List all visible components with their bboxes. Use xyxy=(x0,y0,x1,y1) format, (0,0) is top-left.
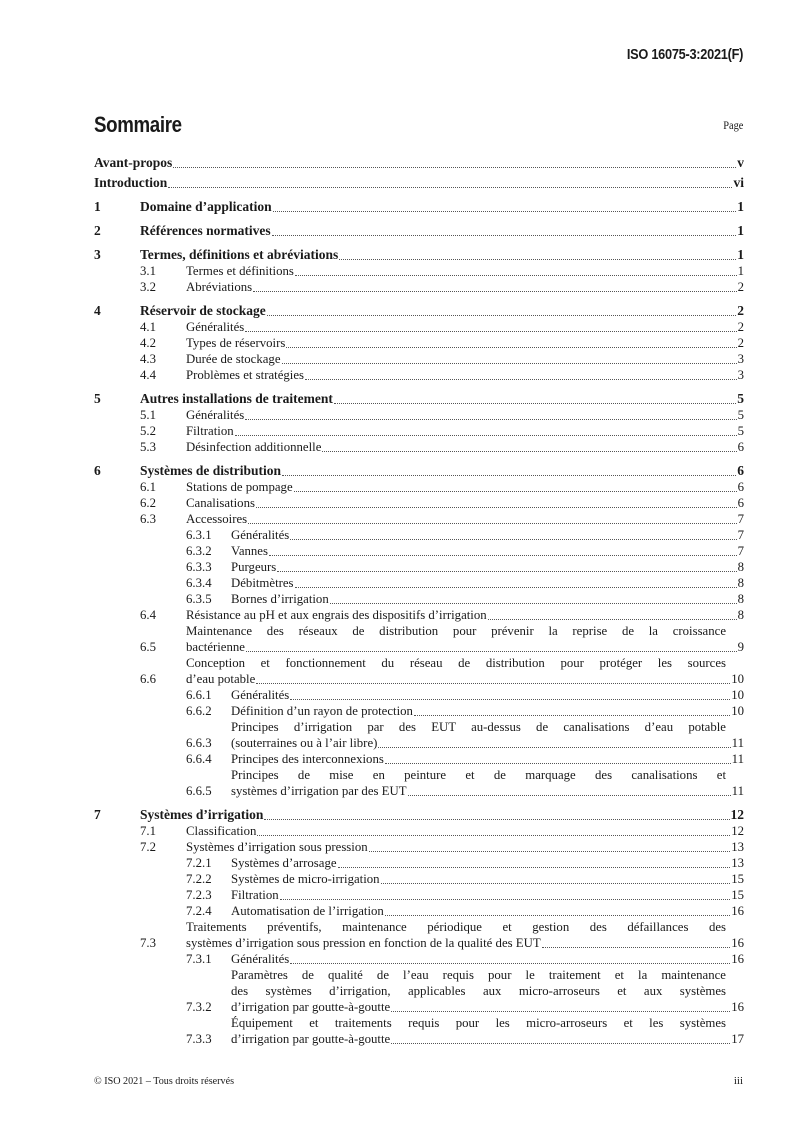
toc-entry-text xyxy=(186,367,744,383)
dot-leader xyxy=(338,867,731,868)
toc-entry-text xyxy=(231,1015,744,1047)
toc-entry-label: Traitements préventifs, maintenance périodique et gestion des défaillances des xyxy=(186,920,726,934)
toc-entry-label: Résistance au pH et aux engrais des dispositifs d’irrigation xyxy=(186,608,487,622)
dot-leader xyxy=(385,915,730,916)
toc-entry-text xyxy=(140,463,744,479)
toc-entry[interactable] xyxy=(94,703,744,719)
dot-leader xyxy=(408,795,731,796)
toc-entry[interactable] xyxy=(94,495,744,511)
toc-entry-label: Filtration xyxy=(186,424,234,438)
toc-entry[interactable] xyxy=(94,839,744,855)
toc-entry-label: Automatisation de l’irrigation xyxy=(231,904,384,918)
toc-entry-number: 7.3.2 xyxy=(186,1000,212,1014)
dot-leader xyxy=(246,651,737,652)
toc-entry-number: 6.2 xyxy=(140,496,156,510)
toc-entry-page: 5 xyxy=(737,391,744,406)
toc-entry-page: 8 xyxy=(737,560,744,574)
toc-entry[interactable] xyxy=(94,623,744,655)
toc-entry-label: Introduction xyxy=(94,175,168,190)
toc-entry-number: 3.1 xyxy=(140,264,156,278)
toc-entry-page: 11 xyxy=(731,736,744,750)
toc-entry-text xyxy=(231,967,744,1015)
toc-entry-label-continued: d’irrigation par goutte-à-goutte xyxy=(231,1032,391,1046)
dot-leader xyxy=(173,167,736,168)
toc-entry-page: 5 xyxy=(737,408,744,422)
toc-entry-label: Généralités xyxy=(186,320,245,334)
dot-leader xyxy=(256,683,730,684)
dot-leader xyxy=(272,235,737,236)
toc-entry-label: Bornes d’irrigation xyxy=(231,592,329,606)
toc-entry-text xyxy=(231,527,744,543)
toc-entry[interactable] xyxy=(94,719,744,751)
toc-entry-label-continued: systèmes d’irrigation sous pression en fonction de la qualité des EUT xyxy=(186,936,541,950)
dot-leader xyxy=(369,851,731,852)
toc-entry-page: 3 xyxy=(737,352,744,366)
toc-entry-page: 10 xyxy=(731,688,744,702)
dot-leader xyxy=(282,363,737,364)
toc-entry-label: Maintenance des réseaux de distribution pour prévenir la reprise de la croissance xyxy=(186,624,726,638)
toc-entry-number: 4.2 xyxy=(140,336,156,350)
dot-leader xyxy=(294,491,737,492)
toc-entry-text xyxy=(186,335,744,351)
dot-leader xyxy=(273,211,737,212)
dot-leader xyxy=(542,947,731,948)
toc-entry-label: Désinfection additionnelle xyxy=(186,440,322,454)
toc-entry-label: Généralités xyxy=(231,688,290,702)
toc-entry-label: Termes, définitions et abréviations xyxy=(140,247,339,262)
toc-entry-label: Domaine d’application xyxy=(140,199,272,214)
toc-entry-label: Filtration xyxy=(231,888,279,902)
toc-entry-number: 7 xyxy=(94,807,101,822)
toc-entry-page: 3 xyxy=(737,368,744,382)
toc-entry-page: 7 xyxy=(737,512,744,526)
dot-leader xyxy=(245,331,736,332)
toc-entry-label: Débitmètres xyxy=(231,576,294,590)
document-id: ISO 16075-3:2021(F) xyxy=(626,47,743,63)
toc-entry-number: 1 xyxy=(94,199,101,214)
toc-entry-number: 6.6.5 xyxy=(186,784,212,798)
toc-entry-label: Systèmes d’irrigation sous pression xyxy=(186,840,368,854)
toc-entry-label: Équipement et traitements requis pour les micro-arroseurs et les systèmes xyxy=(231,1016,726,1030)
toc-entry[interactable] xyxy=(94,407,744,423)
toc-entry-page: 13 xyxy=(731,856,744,870)
toc-entry-text xyxy=(140,247,744,263)
toc-entry-page: v xyxy=(737,155,744,170)
toc-entry-label: Vannes xyxy=(231,544,268,558)
toc-entry[interactable] xyxy=(94,655,744,687)
toc-entry[interactable] xyxy=(94,479,744,495)
dot-leader xyxy=(414,715,730,716)
toc-entry-label: Généralités xyxy=(231,528,290,542)
toc-entry[interactable] xyxy=(94,807,744,823)
toc-entry-text xyxy=(186,511,744,527)
toc-entry-label: Abréviations xyxy=(186,280,253,294)
toc-entry-number: 6.4 xyxy=(140,608,156,622)
toc-entry-text xyxy=(186,623,744,655)
toc-entry[interactable] xyxy=(94,687,744,703)
toc-entry-label: Généralités xyxy=(186,408,245,422)
toc-entry[interactable] xyxy=(94,767,744,799)
toc-entry-number: 6.3.5 xyxy=(186,592,212,606)
toc-entry-page: 12 xyxy=(731,824,744,838)
toc-entry-text xyxy=(231,687,744,703)
toc-entry-label: Termes et définitions xyxy=(186,264,294,278)
toc-entry-page: 1 xyxy=(737,264,744,278)
dot-leader xyxy=(277,571,736,572)
toc-entry-text xyxy=(140,223,744,239)
toc-entry-page: 1 xyxy=(737,247,744,262)
toc-entry-number: 6.3.1 xyxy=(186,528,212,542)
toc-entry-number: 7.3.3 xyxy=(186,1032,212,1046)
toc-entry-label: Classification xyxy=(186,824,257,838)
toc-entry-label-continued: systèmes d’irrigation par des EUT xyxy=(231,784,407,798)
dot-leader xyxy=(290,963,730,964)
toc-entry-label: Généralités xyxy=(231,952,290,966)
toc-entry-label: Problèmes et stratégies xyxy=(186,368,304,382)
toc-entry-page: 8 xyxy=(737,592,744,606)
toc-entry-label: Principes de mise en peinture et de marquage des canalisations et xyxy=(231,768,726,782)
toc-entry-text xyxy=(231,951,744,967)
toc-entry-number: 6.3 xyxy=(140,512,156,526)
toc-entry-number: 2 xyxy=(94,223,101,238)
toc-entry-page: 15 xyxy=(731,872,744,886)
toc-entry-label: Avant-propos xyxy=(94,155,173,170)
toc-entry[interactable] xyxy=(94,439,744,455)
toc-entry-number: 7.3 xyxy=(140,936,156,950)
dot-leader xyxy=(290,539,736,540)
toc-entry-text xyxy=(186,439,744,455)
toc-entry[interactable] xyxy=(94,247,744,263)
toc-entry-label: Systèmes d’irrigation xyxy=(140,807,264,822)
toc-entry-text xyxy=(94,155,744,171)
toc-entry-number: 6.6.3 xyxy=(186,736,212,750)
toc-entry-text xyxy=(140,807,744,823)
toc-entry[interactable] xyxy=(94,319,744,335)
toc-entry-page: 13 xyxy=(731,840,744,854)
dot-leader xyxy=(245,419,736,420)
dot-leader xyxy=(391,1011,730,1012)
toc-entry-label: Principes d’irrigation par des EUT au-dessus de canalisations d’eau potable xyxy=(231,720,726,734)
toc-entry-page: 1 xyxy=(737,199,744,214)
toc-entry-label: Durée de stockage xyxy=(186,352,281,366)
toc-entry-number: 6 xyxy=(94,463,101,478)
toc-entry-page: 6 xyxy=(737,496,744,510)
toc-entry-text xyxy=(186,319,744,335)
dot-leader xyxy=(322,451,736,452)
toc-entry-label: Autres installations de traitement xyxy=(140,391,333,406)
toc-entry[interactable] xyxy=(94,823,744,839)
toc-entry-label: Canalisations xyxy=(186,496,255,510)
toc-entry-text xyxy=(186,279,744,295)
toc-entry-text xyxy=(231,575,744,591)
toc-entry[interactable] xyxy=(94,1015,744,1047)
toc-entry-label-continued: (souterraines ou à l’air libre) xyxy=(231,736,378,750)
toc-entry-page: 12 xyxy=(730,807,744,822)
toc-entry-number: 3 xyxy=(94,247,101,262)
toc-entry-page: 11 xyxy=(731,784,744,798)
toc-entry-text xyxy=(231,887,744,903)
toc-entry-label: Accessoires xyxy=(186,512,248,526)
toc-entry-text xyxy=(231,767,744,799)
toc-entry-number: 7.2.4 xyxy=(186,904,212,918)
copyright-notice: © ISO 2021 – Tous droits réservés xyxy=(94,1075,235,1087)
dot-leader xyxy=(286,347,736,348)
toc-entry-page: 6 xyxy=(737,440,744,454)
toc-entry-number: 6.6.4 xyxy=(186,752,212,766)
toc-entry-page: 2 xyxy=(737,320,744,334)
toc-entry[interactable] xyxy=(94,511,744,527)
toc-entry-page: 8 xyxy=(737,576,744,590)
toc-entry-page: 15 xyxy=(731,888,744,902)
toc-entry-label: Types de réservoirs xyxy=(186,336,286,350)
toc-entry[interactable] xyxy=(94,527,744,543)
toc-entry-page: 16 xyxy=(731,952,744,966)
toc-entry[interactable] xyxy=(94,871,744,887)
toc-entry-text xyxy=(231,719,744,751)
toc-entry-text xyxy=(186,423,744,439)
toc-entry-number: 5 xyxy=(94,391,101,406)
toc-entry-label: Systèmes de distribution xyxy=(140,463,282,478)
toc-entry-label: Définition d’un rayon de protection xyxy=(231,704,413,718)
toc-entry-text xyxy=(186,839,744,855)
toc-entry-text xyxy=(94,175,744,191)
toc-entry-number: 6.6.2 xyxy=(186,704,212,718)
toc-entry-text xyxy=(186,351,744,367)
page-column-label: Page xyxy=(722,120,743,132)
toc-entry-page: 5 xyxy=(737,424,744,438)
toc-entry-text xyxy=(186,495,744,511)
toc-entry-page: 16 xyxy=(731,1000,744,1014)
dot-leader xyxy=(305,379,737,380)
toc-entry-page: 11 xyxy=(731,752,744,766)
table-of-contents xyxy=(94,155,744,1047)
toc-entry-text xyxy=(186,263,744,279)
toc-entry[interactable] xyxy=(94,423,744,439)
toc-entry-number: 5.2 xyxy=(140,424,156,438)
dot-leader xyxy=(378,747,730,748)
toc-entry-number: 6.6.1 xyxy=(186,688,212,702)
toc-entry-label: Réservoir de stockage xyxy=(140,303,266,318)
dot-leader xyxy=(295,587,737,588)
toc-entry[interactable] xyxy=(94,175,744,191)
toc-entry-page: 2 xyxy=(737,280,744,294)
toc-entry[interactable] xyxy=(94,391,744,407)
dot-leader xyxy=(290,699,730,700)
toc-entry-label-continued: des systèmes d’irrigation, applicables aux micro-arroseurs et aux systèmes xyxy=(231,984,726,998)
toc-entry-label-continued: bactérienne xyxy=(186,640,245,654)
toc-entry[interactable] xyxy=(94,591,744,607)
toc-entry-page: 6 xyxy=(737,463,744,478)
toc-entry-text xyxy=(231,855,744,871)
toc-entry-page: 1 xyxy=(737,223,744,238)
toc-entry-text xyxy=(140,199,744,215)
toc-entry-label: Purgeurs xyxy=(231,560,277,574)
toc-entry-page: 10 xyxy=(731,672,744,686)
toc-entry[interactable] xyxy=(94,223,744,239)
toc-entry[interactable] xyxy=(94,607,744,623)
dot-leader xyxy=(168,187,732,188)
toc-entry-number: 7.1 xyxy=(140,824,156,838)
page-title: Sommaire xyxy=(94,112,182,137)
toc-entry-page: 10 xyxy=(731,704,744,718)
dot-leader xyxy=(253,291,736,292)
toc-entry-label: Principes des interconnexions xyxy=(231,752,384,766)
toc-entry[interactable] xyxy=(94,575,744,591)
dot-leader xyxy=(256,507,737,508)
toc-entry-page: 16 xyxy=(731,904,744,918)
toc-entry-page: 6 xyxy=(737,480,744,494)
toc-entry-page: 7 xyxy=(737,528,744,542)
toc-entry-number: 7.2 xyxy=(140,840,156,854)
toc-entry-number: 7.3.1 xyxy=(186,952,212,966)
toc-entry-number: 4 xyxy=(94,303,101,318)
toc-entry-text xyxy=(231,871,744,887)
toc-entry-text xyxy=(231,751,744,767)
toc-entry-text xyxy=(186,407,744,423)
toc-entry[interactable] xyxy=(94,303,744,319)
dot-leader xyxy=(488,619,737,620)
toc-entry-number: 7.2.1 xyxy=(186,856,212,870)
toc-entry-text xyxy=(231,703,744,719)
dot-leader xyxy=(267,315,737,316)
toc-entry-number: 7.2.2 xyxy=(186,872,212,886)
dot-leader xyxy=(339,259,736,260)
toc-entry-text xyxy=(231,543,744,559)
dot-leader xyxy=(257,835,730,836)
toc-entry-number: 6.6 xyxy=(140,672,156,686)
toc-entry[interactable] xyxy=(94,279,744,295)
toc-entry-text xyxy=(186,919,744,951)
toc-entry[interactable] xyxy=(94,335,744,351)
toc-entry[interactable] xyxy=(94,351,744,367)
toc-entry-number: 4.3 xyxy=(140,352,156,366)
toc-entry[interactable] xyxy=(94,155,744,171)
toc-entry[interactable] xyxy=(94,903,744,919)
toc-entry-page: 17 xyxy=(731,1032,744,1046)
dot-leader xyxy=(330,603,737,604)
toc-entry-label: Conception et fonctionnement du réseau de distribution pour protéger les sources xyxy=(186,656,726,670)
toc-entry-page: vi xyxy=(733,175,744,190)
toc-entry-text xyxy=(231,591,744,607)
toc-entry-text xyxy=(140,303,744,319)
toc-entry-page: 7 xyxy=(737,544,744,558)
toc-entry-number: 6.5 xyxy=(140,640,156,654)
toc-entry-number: 6.3.3 xyxy=(186,560,212,574)
toc-entry-label-continued: d’irrigation par goutte-à-goutte xyxy=(231,1000,391,1014)
toc-entry-number: 4.4 xyxy=(140,368,156,382)
toc-entry[interactable] xyxy=(94,887,744,903)
toc-entry-page: 8 xyxy=(737,608,744,622)
toc-entry-number: 5.3 xyxy=(140,440,156,454)
toc-entry[interactable] xyxy=(94,951,744,967)
toc-entry-text xyxy=(231,903,744,919)
toc-entry-number: 5.1 xyxy=(140,408,156,422)
toc-entry-page: 16 xyxy=(731,936,744,950)
page-number: iii xyxy=(733,1075,743,1087)
toc-entry-text xyxy=(186,823,744,839)
dot-leader xyxy=(391,1043,730,1044)
toc-entry-label: Systèmes de micro-irrigation xyxy=(231,872,380,886)
toc-entry[interactable] xyxy=(94,263,744,279)
toc-entry-label: Systèmes d’arrosage xyxy=(231,856,337,870)
toc-entry[interactable] xyxy=(94,919,744,951)
dot-leader xyxy=(269,555,737,556)
dot-leader xyxy=(280,899,731,900)
toc-entry-number: 3.2 xyxy=(140,280,156,294)
toc-entry[interactable] xyxy=(94,751,744,767)
dot-leader xyxy=(235,435,737,436)
toc-entry-number: 6.1 xyxy=(140,480,156,494)
toc-entry-number: 7.2.3 xyxy=(186,888,212,902)
toc-entry[interactable] xyxy=(94,967,744,1015)
toc-entry-label-continued: d’eau potable xyxy=(186,672,256,686)
toc-entry[interactable] xyxy=(94,199,744,215)
toc-entry-label: Stations de pompage xyxy=(186,480,293,494)
toc-entry-page: 2 xyxy=(737,303,744,318)
toc-entry-page: 9 xyxy=(737,640,744,654)
dot-leader xyxy=(282,475,736,476)
dot-leader xyxy=(381,883,731,884)
toc-entry-label: Paramètres de qualité de l’eau requis pour le traitement et la maintenance xyxy=(231,968,726,982)
toc-entry-number: 4.1 xyxy=(140,320,156,334)
toc-entry-text xyxy=(186,607,744,623)
dot-leader xyxy=(264,819,729,820)
toc-entry[interactable] xyxy=(94,543,744,559)
toc-entry[interactable] xyxy=(94,367,744,383)
dot-leader xyxy=(385,763,731,764)
dot-leader xyxy=(248,523,736,524)
toc-entry-number: 6.3.2 xyxy=(186,544,212,558)
toc-entry-text xyxy=(186,479,744,495)
toc-entry-label: Références normatives xyxy=(140,223,271,238)
toc-entry-text xyxy=(231,559,744,575)
dot-leader xyxy=(295,275,737,276)
toc-entry-text xyxy=(140,391,744,407)
toc-entry[interactable] xyxy=(94,559,744,575)
toc-entry-number: 6.3.4 xyxy=(186,576,212,590)
toc-entry[interactable] xyxy=(94,855,744,871)
toc-entry[interactable] xyxy=(94,463,744,479)
toc-entry-page: 2 xyxy=(737,336,744,350)
toc-entry-text xyxy=(186,655,744,687)
dot-leader xyxy=(334,403,736,404)
